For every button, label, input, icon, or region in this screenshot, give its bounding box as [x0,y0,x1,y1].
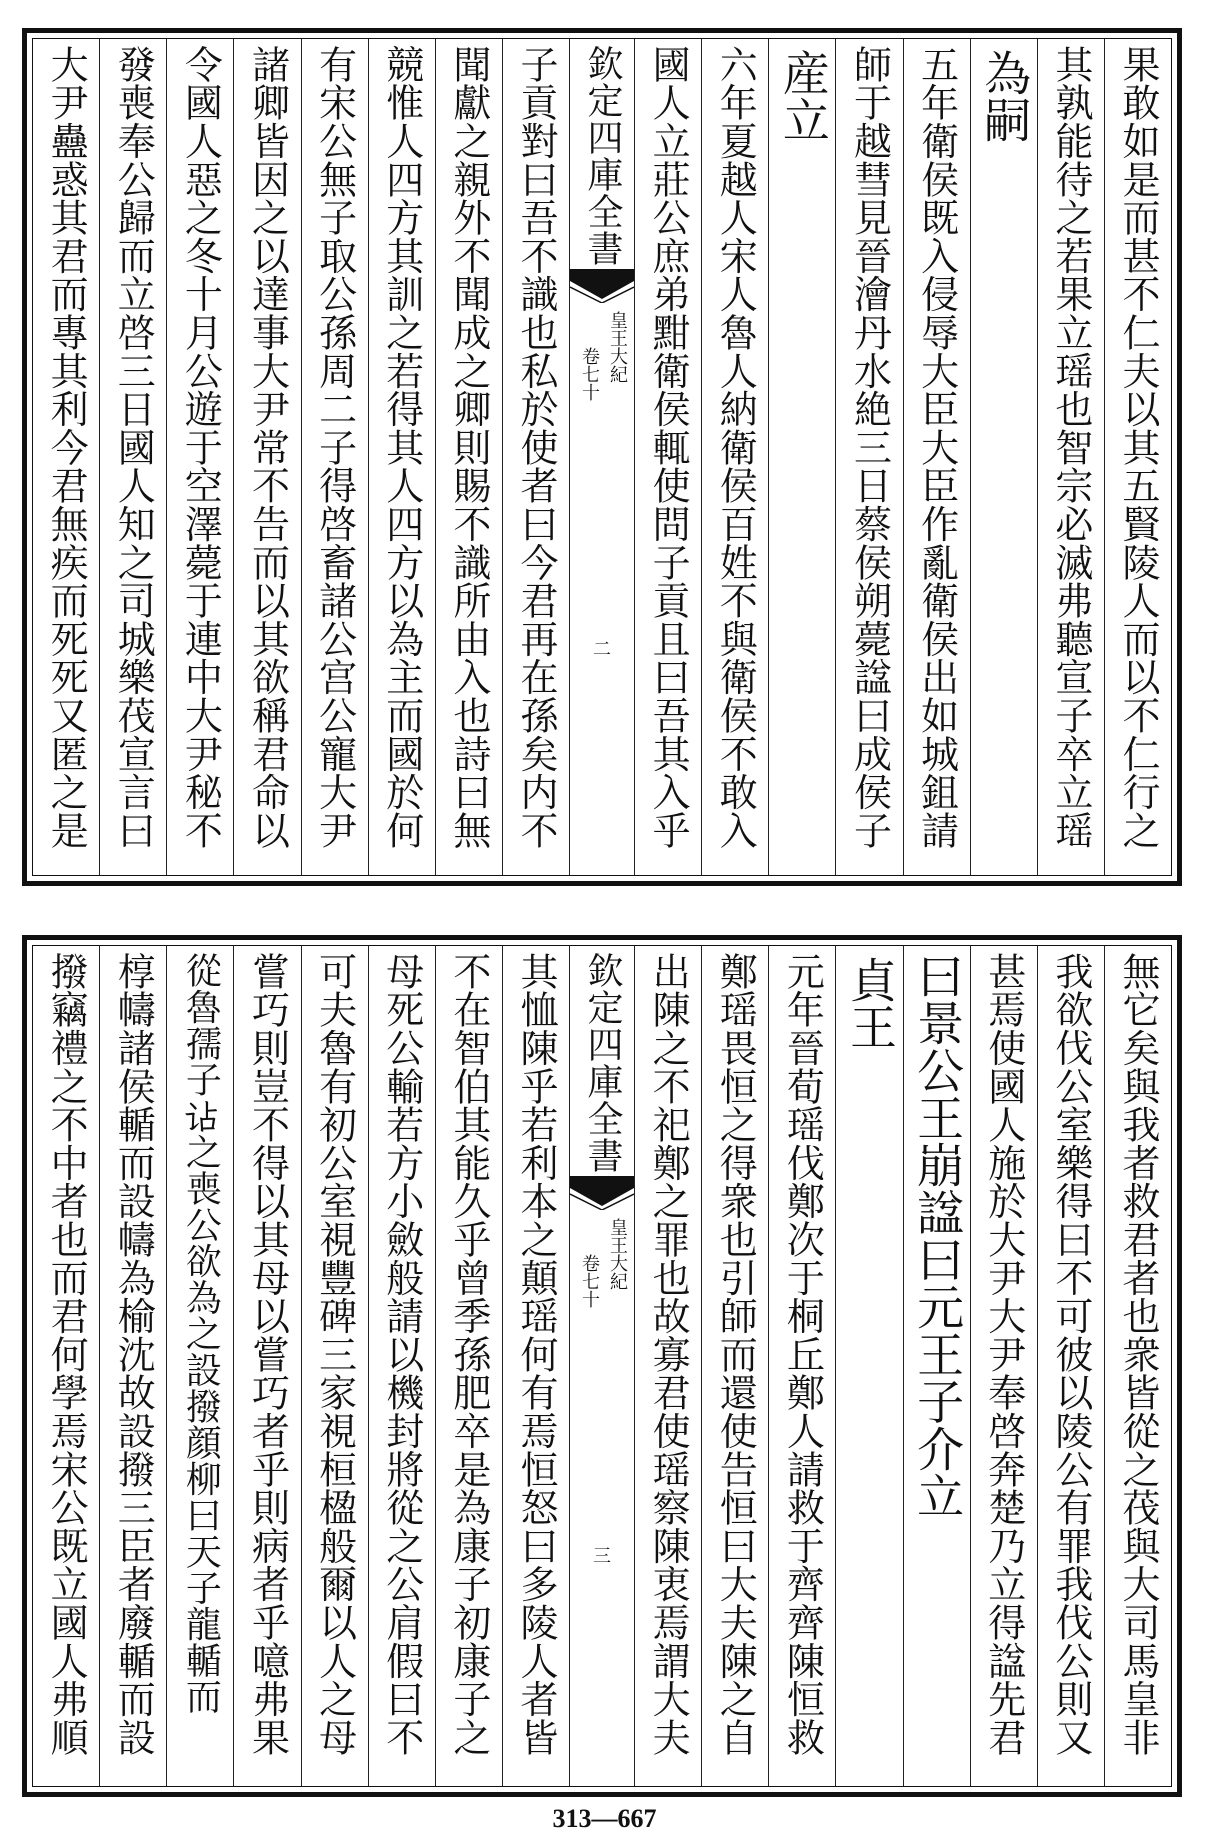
bottom-page-columns [33,946,1171,1786]
top-page-columns [33,39,1171,875]
bottom-text-column [502,946,569,1786]
bottom-volume-label: 卷七十 [579,1254,600,1308]
top-text-column [33,39,99,875]
bottom-column-text: 可夫魯有初公室視豐碑三家視桓楹般爾以人之母 [312,952,357,1757]
bottom-column-text: 曰景公王崩諡曰元王子介立 [909,952,965,1520]
top-text-column [768,39,835,875]
bottom-text-column [301,946,368,1786]
top-column-text: 大尹蠱惑其君而專其利今君無疾而死死又匿之是 [44,45,89,850]
bottom-column-text: 無它矣與我者救君者也衆皆從之茷與大司馬皇非 [1115,952,1160,1757]
page-number: 313—667 [552,1804,657,1833]
bottom-text-column [166,946,233,1786]
bottom-column-text: 從魯孺子𧮪之喪公欲為之設撥顔柳曰天子龍輴而 [180,952,222,1715]
bottom-text-column [1037,946,1104,1786]
top-text-column [634,39,701,875]
top-column-text: 為嗣 [976,49,1032,144]
top-column-text: 六年夏越人宋人魯人納衛侯百姓不與衛侯不敢入 [713,45,758,850]
top-text-column [368,39,435,875]
bottom-page-frame [32,945,1172,1787]
top-column-text: 子貢對曰吾不識也私於使者曰今君再在孫矣内不 [513,45,558,850]
top-fish-tail-mark [570,269,634,303]
bottom-column-text: 貞王 [841,956,897,1051]
bottom-text-column [1104,946,1171,1786]
bottom-text-column [903,946,970,1786]
top-text-column [970,39,1037,875]
top-column-text: 有宋公無子取公孫周二子得啓畜諸公宫公寵大尹 [312,45,357,850]
top-column-text: 産立 [774,49,830,144]
bottom-column-text: 鄭瑶畏恒之得衆也引師而還使告恒曰大夫陳之自 [713,952,758,1757]
top-chapter-label: 皇王大紀 [607,311,628,383]
top-text-column [835,39,902,875]
bottom-page [22,935,1182,1797]
bottom-column-text: 嘗巧則豈不得以其母以嘗巧者乎則病者乎噫弗果 [245,952,290,1757]
bottom-text-column [99,946,166,1786]
bottom-leaf-number: 三 [593,1546,611,1567]
top-column-text: 其孰能待之若果立瑶也智宗必滅弗聽宣子卒立瑶 [1048,45,1093,850]
top-column-text: 發喪奉公歸而立啓三日國人知之司城樂茷宣言曰 [111,45,156,850]
bottom-chapter-label: 皇王大紀 [607,1218,628,1290]
top-text-column [701,39,768,875]
top-column-text: 競惟人四方其訓之若得其人四方以為主而國於何 [379,45,424,850]
top-page [22,28,1182,886]
top-column-text: 師于越彗見晉澮丹水絶三日蔡侯朔薨諡曰成侯子 [847,45,892,850]
bottom-column-text: 不在智伯其能久乎曾季孫肥卒是為康子初康子之 [446,952,491,1757]
bottom-book-title: 欽定四庫全書 [582,952,623,1174]
top-text-column [903,39,970,875]
top-volume-label: 卷七十 [579,347,600,401]
top-text-column [502,39,569,875]
bottom-column-text: 撥竊禮之不中者也而君何學焉宋公既立國人弗順 [44,952,89,1757]
top-text-column [1104,39,1171,875]
top-center-column [569,39,634,875]
top-book-title: 欽定四庫全書 [582,45,623,267]
bottom-center-column [569,946,634,1786]
top-text-column [233,39,300,875]
bottom-text-column [33,946,99,1786]
top-text-column [166,39,233,875]
bottom-text-column [435,946,502,1786]
bottom-column-text: 出陳之不祀鄭之罪也故寡君使瑶察陳衷焉謂大夫 [646,952,691,1757]
top-text-column [99,39,166,875]
bottom-column-text: 其恤陳乎若利本之顛瑶何有焉恒怒曰多陵人者皆 [513,952,558,1757]
top-column-text: 聞獻之親外不聞成之卿則賜不識所由入也詩曰無 [446,45,491,850]
bottom-fish-tail-mark [570,1176,634,1210]
bottom-text-column [835,946,902,1786]
top-text-column [301,39,368,875]
top-column-text: 諸卿皆因之以達事大尹常不告而以其欲稱君命以 [245,45,290,850]
top-column-text: 五年衛侯既入侵辱大臣大臣作亂衛侯出如城鉏請 [914,45,959,850]
bottom-text-column [634,946,701,1786]
bottom-column-text: 元年晉荀瑶伐鄭次于桐丘鄭人請救于齊齊陳恒救 [780,952,825,1757]
bottom-column-text: 甚焉使國人施於大尹大尹奉啓奔楚乃立得諡先君 [981,952,1026,1757]
bottom-column-text: 椁幬諸侯輴而設幬為榆沈故設撥三臣者廢輴而設 [111,952,156,1757]
bottom-text-column [701,946,768,1786]
top-text-column [1037,39,1104,875]
top-column-text: 令國人惡之冬十月公遊于空澤薨于連中大尹秘不 [178,45,223,850]
bottom-text-column [233,946,300,1786]
bottom-text-column [970,946,1037,1786]
bottom-column-text: 我欲伐公室樂得曰不可彼以陵公有罪我伐公則又 [1048,952,1093,1757]
top-page-frame [32,38,1172,876]
top-column-text: 國人立莊公庶弟黚衛侯輒使問子貢且曰吾其入乎 [646,45,691,850]
top-text-column [435,39,502,875]
bottom-text-column [768,946,835,1786]
top-column-text: 果敢如是而甚不仁夫以其五賢陵人而以不仁行之 [1115,45,1160,850]
bottom-column-text: 母死公輸若方小斂般請以機封將從之公肩假曰不 [379,952,424,1757]
top-leaf-number: 二 [593,639,611,660]
bottom-text-column [368,946,435,1786]
